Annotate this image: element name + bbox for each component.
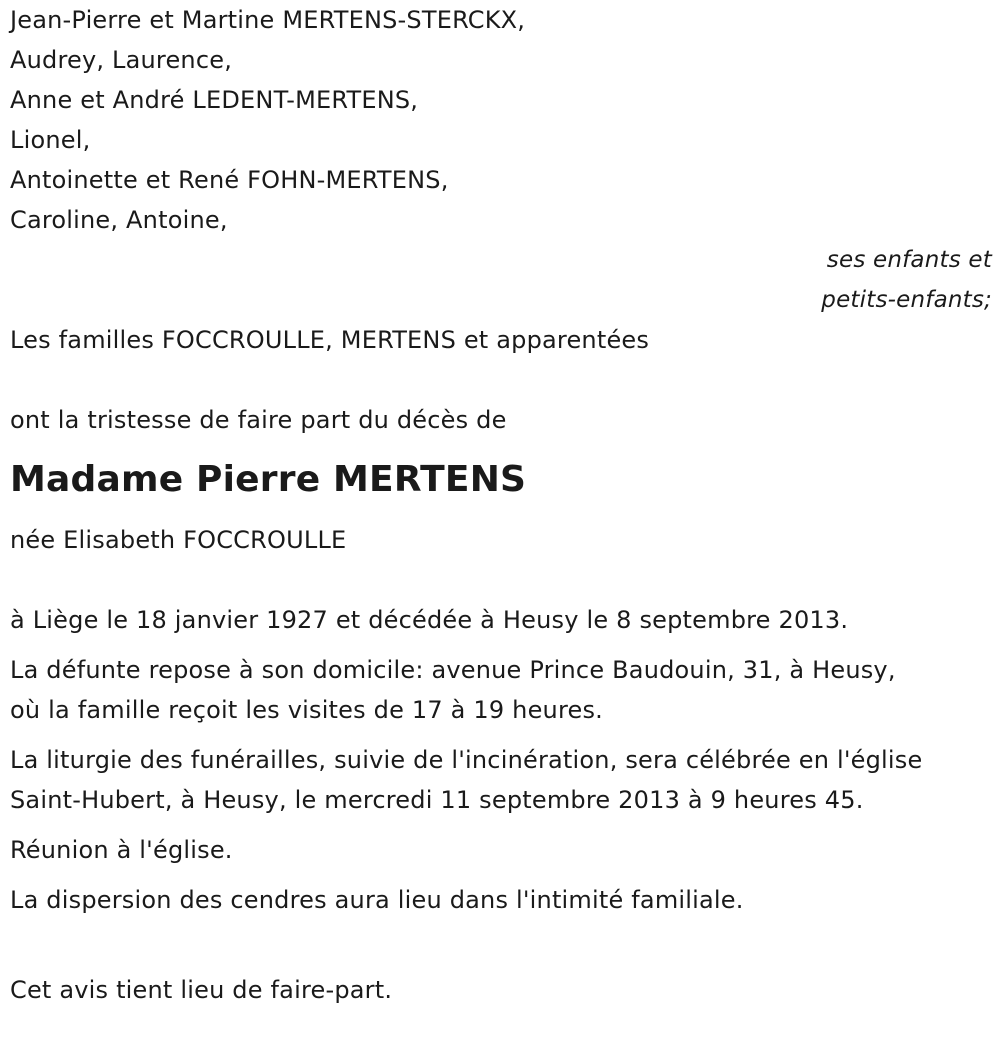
family-line: Lionel, bbox=[10, 126, 91, 154]
meeting-text: Réunion à l'église. bbox=[10, 836, 233, 864]
birth-death-dates: à Liège le 18 janvier 1927 et décédée à Heusy le 8 septembre 2013. bbox=[10, 606, 849, 634]
relation-line-1: ses enfants et bbox=[826, 247, 992, 273]
family-line: Jean-Pierre et Martine MERTENS-STERCKX, bbox=[10, 6, 526, 34]
liturgy-paragraph bbox=[10, 740, 992, 820]
spacer bbox=[10, 930, 992, 970]
repose-line-1: La défunte repose à son domicile: avenue Prince Baudouin, 31, à Heusy, bbox=[10, 656, 896, 684]
announcement-text: ont la tristesse de faire part du décès de bbox=[10, 406, 507, 434]
spacer bbox=[10, 560, 992, 600]
dispersion-text: La dispersion des cendres aura lieu dans l'intimité familiale. bbox=[10, 886, 744, 914]
spacer bbox=[10, 360, 992, 400]
family-line: Audrey, Laurence, bbox=[10, 46, 233, 74]
repose-line-2: où la famille reçoit les visites de 17 à 19 heures. bbox=[10, 696, 603, 724]
liturgy-line-2: Saint-Hubert, à Heusy, le mercredi 11 septembre 2013 à 9 heures 45. bbox=[10, 786, 864, 814]
family-line: Antoinette et René FOHN-MERTENS, bbox=[10, 166, 449, 194]
footer-note: Cet avis tient lieu de faire-part. bbox=[10, 976, 393, 1004]
obituary-notice bbox=[10, 0, 992, 1010]
family-list bbox=[10, 0, 992, 240]
deceased-name: Madame Pierre MERTENS bbox=[10, 459, 527, 500]
related-families: Les familles FOCCROULLE, MERTENS et apparentées bbox=[10, 326, 650, 354]
repose-paragraph bbox=[10, 650, 992, 730]
liturgy-line-1: La liturgie des funérailles, suivie de l'incinération, sera célébrée en l'église bbox=[10, 746, 923, 774]
family-line: Caroline, Antoine, bbox=[10, 206, 228, 234]
maiden-name: née Elisabeth FOCCROULLE bbox=[10, 526, 347, 554]
relation-line-2: petits-enfants; bbox=[821, 287, 992, 313]
family-line: Anne et André LEDENT-MERTENS, bbox=[10, 86, 419, 114]
relation-caption bbox=[10, 240, 992, 320]
